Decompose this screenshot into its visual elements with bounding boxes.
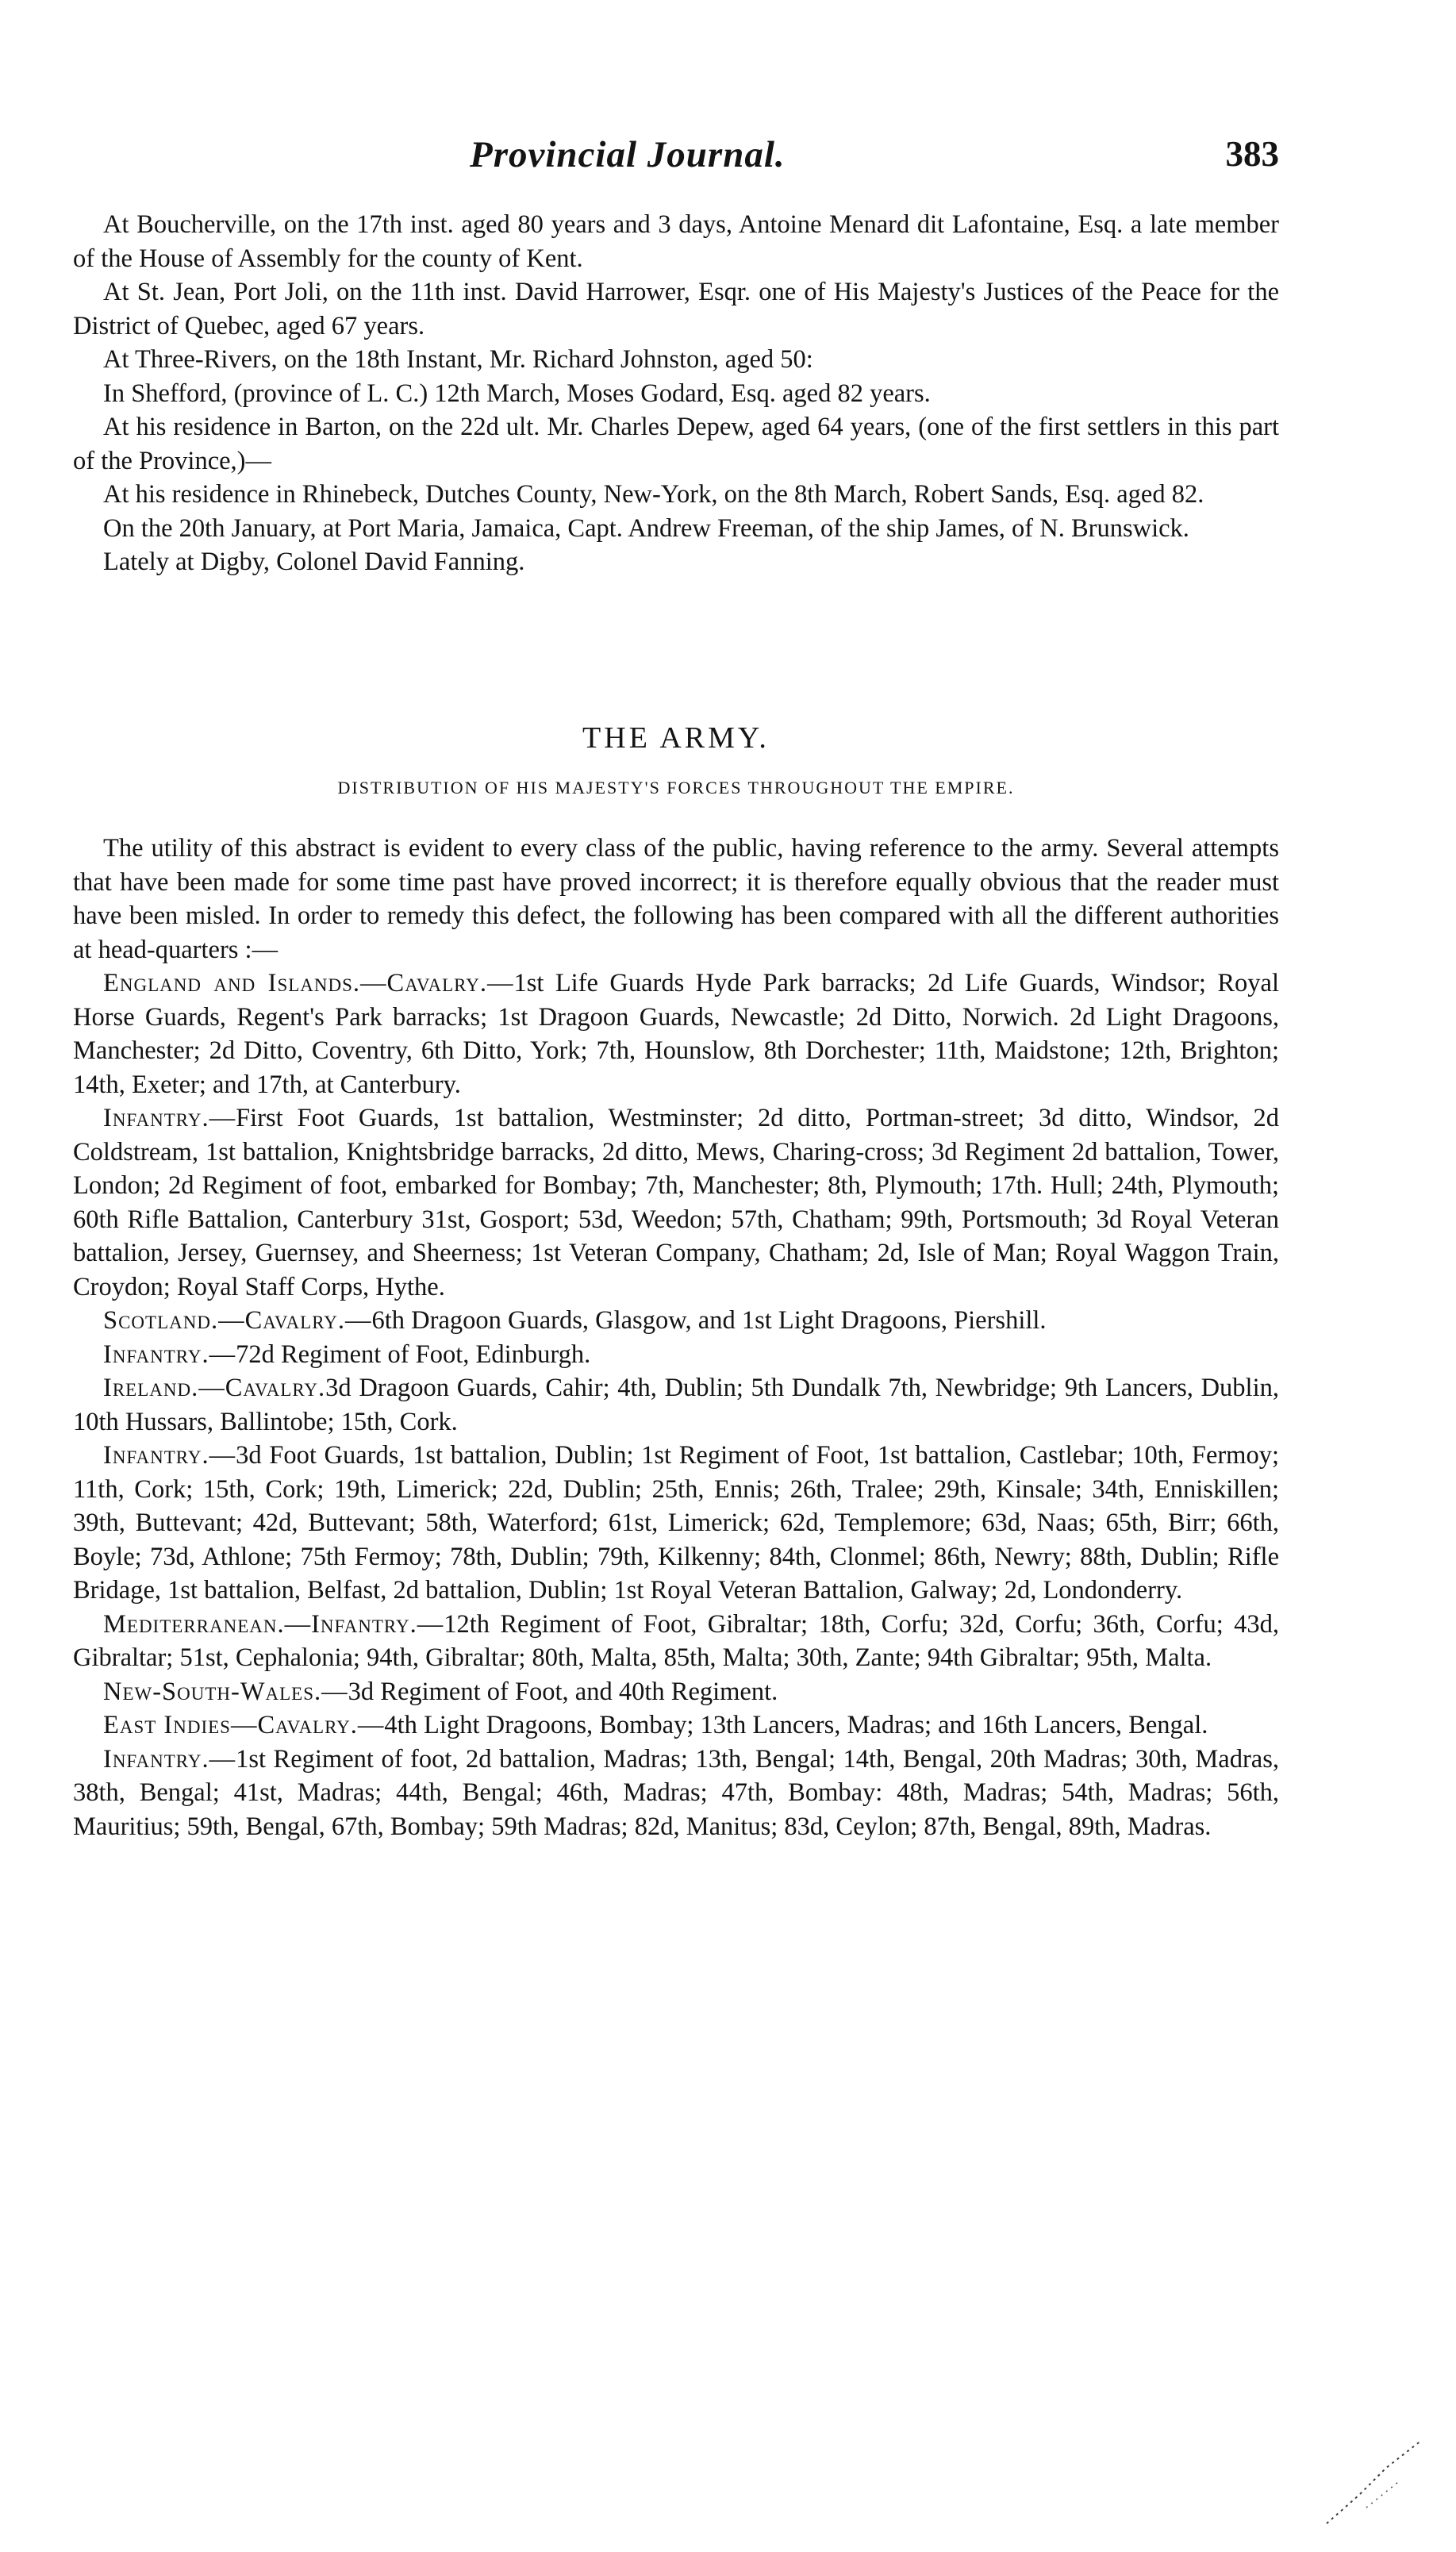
army-entry-text: 72d Regiment of Foot, Edinburgh. [236, 1339, 591, 1369]
obituary-entry: At his residence in Rhinebeck, Dutches County, New-York, on the 8th March, Robert Sands, Esq. aged 82. [103, 480, 1204, 509]
army-entry-text: 3d Dragoon Guards, Cahir; 4th, Dublin; 5th Dundalk 7th, Newbridge; 9th Lancers, Dublin, 10th Hussars, Ballintobe; 15th, Cork. [73, 1374, 1279, 1436]
army-entry-england-infantry [73, 1101, 1279, 1304]
army-entry-mediterranean [73, 1608, 1279, 1675]
army-entry-heading: Infantry.— [103, 1104, 236, 1132]
army-entry-heading: England and Islands.—Cavalry.— [103, 969, 514, 997]
army-entry-text: 3d Regiment of Foot, and 40th Regiment. [348, 1677, 778, 1706]
page-number: 383 [1225, 134, 1279, 174]
obituary-entry: Lately at Digby, Colonel David Fanning. [103, 548, 525, 576]
obituary-entry: At his residence in Barton, on the 22d ult. Mr. Charles Depew, aged 64 years, (one of the first settlers in this part of the Province,)— [73, 413, 1279, 475]
army-entry-ireland-cavalry [73, 1371, 1279, 1439]
army-entry-heading: Ireland.—Cavalry. [103, 1374, 326, 1402]
obituary-entry: At St. Jean, Port Joli, on the 11th inst. David Harrower, Esqr. one of His Majesty's Justices of the Peace for the District of Quebec, aged 67 years. [73, 278, 1279, 340]
army-intro: The utility of this abstract is evident to every class of the public, having reference to the army. Several attempts that have been made for some time past have proved incorrect; it is therefore equally obvious that the reader must have been misled. In order to remedy this defect, the following has been compared with all the different authorities at head-quarters :— [73, 834, 1279, 964]
army-entry-text: First Foot Guards, 1st battalion, Westminster; 2d ditto, Portman-street; 3d ditto, Windsor, 2d Coldstream, 1st battalion, Knightsbridge barracks, 2d ditto, Mews, Charing-cross; 3d Regiment 2d battalion, Tower, London; 2d Regiment of foot, embarked for Bombay; 7th, Manchester; 8th, Plymouth; 17th. Hull; 24th, Plymouth; 60th Rifle Battalion, Canterbury 31st, Gosport; 53d, Weedon; 57th, Chatham; 99th, Portsmouth; 3d Royal Veteran battalion, Jersey, Guernsey, and Sheerness; 1st Veteran Company, Chatham; 2d, Isle of Man; Royal Waggon Train, Croydon; Royal Staff Corps, Hythe. [73, 1104, 1279, 1301]
army-entry-east-indies-infantry [73, 1743, 1279, 1844]
obituary-entry: On the 20th January, at Port Maria, Jamaica, Capt. Andrew Freeman, of the ship James, of N. Brunswick. [103, 513, 1189, 543]
army-entry-text: 6th Dragoon Guards, Glasgow, and 1st Light Dragoons, Piershill. [371, 1306, 1047, 1335]
obituary-entry: In Shefford, (province of L. C.) 12th March, Moses Godard, Esq. aged 82 years. [103, 379, 931, 408]
obituaries-section [73, 208, 1279, 579]
army-entry-scotland-cavalry [73, 1304, 1279, 1338]
army-subheading: DISTRIBUTION OF HIS MAJESTY'S FORCES THROUGHOUT THE EMPIRE. [337, 778, 1015, 798]
army-section [73, 832, 1279, 1843]
army-entry-east-indies-cavalry [73, 1708, 1279, 1743]
obituary-entry: At Three-Rivers, on the 18th Instant, Mr. Richard Johnston, aged 50: [103, 345, 813, 374]
army-entry-heading: East Indies—Cavalry.— [103, 1711, 385, 1739]
army-entry-heading: Infantry.— [103, 1744, 236, 1774]
army-entry-heading: New-South-Wales.— [103, 1677, 348, 1706]
army-entry-ireland-infantry [73, 1439, 1279, 1608]
army-entry-heading: Infantry.— [103, 1441, 236, 1470]
army-entry-text: 12th Regiment of Foot, Gibraltar; 18th, Corfu; 32d, Corfu; 36th, Corfu; 43d, Gibraltar; 51st, Cephalonia; 94th, Gibraltar; 80th, Malta, 85th, Malta; 30th, Zante; 94th Gibraltar; 95th, Malta. [73, 1609, 1279, 1672]
army-entry-text: 1st Life Guards Hyde Park barracks; 2d Life Guards, Windsor; Royal Horse Guards, Regent's Park barracks; 1st Dragoon Guards, Newcastle; 2d Ditto, Norwich. 2d Light Dragoons, Manchester; 2d Ditto, Coventry, 6th Ditto, York; 7th, Hounslow, 8th Dorchester; 11th, Maidstone; 12th, Brighton; 14th, Exeter; and 17th, at Canterbury. [73, 969, 1279, 1099]
army-heading: THE ARMY. [582, 721, 770, 755]
army-entry-heading: Scotland.—Cavalry.— [103, 1306, 372, 1335]
army-entry-heading: Infantry.— [103, 1339, 236, 1369]
ink-smudge-mark [1311, 2420, 1430, 2539]
running-title: Provincial Journal. [470, 134, 786, 175]
army-entry-text: 1st Regiment of foot, 2d battalion, Madras; 13th, Bengal; 14th, Bengal, 20th Madras; 30th, Madras, 38th, Bengal; 41st, Madras; 44th, Bengal; 46th, Madras; 47th, Bombay: 48th, Madras; 54th, Madras; 56th, Mauritius; 59th, Bengal, 67th, Bombay; 59th Madras; 82d, Manitus; 83d, Ceylon; 87th, Bengal, 89th, Madras. [73, 1744, 1279, 1841]
army-entry-heading: Mediterranean.—Infantry.— [103, 1609, 444, 1639]
army-entry-text: 3d Foot Guards, 1st battalion, Dublin; 1st Regiment of Foot, 1st battalion, Castlebar; 10th, Fermoy; 11th, Cork; 15th, Cork; 19th, Limerick; 22d, Dublin; 25th, Ennis; 26th, Tralee; 29th, Kinsale; 34th, Enniskillen; 39th, Buttevant; 42d, Buttevant; 58th, Waterford; 61st, Limerick; 62d, Templemore; 63d, Naas; 65th, Birr; 66th, Boyle; 73d, Athlone; 75th Fermoy; 78th, Dublin; 79th, Kilkenny; 84th, Clonmel; 86th, Newry; 88th, Dublin; Rifle Bridage, 1st battalion, Belfast, 2d battalion, Dublin; 1st Royal Veteran Battalion, Galway; 2d, Londonderry. [73, 1441, 1279, 1605]
obituary-entry: At Boucherville, on the 17th inst. aged 80 years and 3 days, Antoine Menard dit Lafontaine, Esq. a late member of the House of Assembly for the county of Kent. [73, 210, 1279, 273]
army-entry-text: 4th Light Dragoons, Bombay; 13th Lancers, Madras; and 16th Lancers, Bengal. [384, 1711, 1208, 1739]
army-entry-scotland-infantry [73, 1338, 1279, 1372]
army-entry-new-south-wales [73, 1675, 1279, 1709]
page-header [73, 133, 1279, 189]
army-entry-england-cavalry [73, 967, 1279, 1101]
